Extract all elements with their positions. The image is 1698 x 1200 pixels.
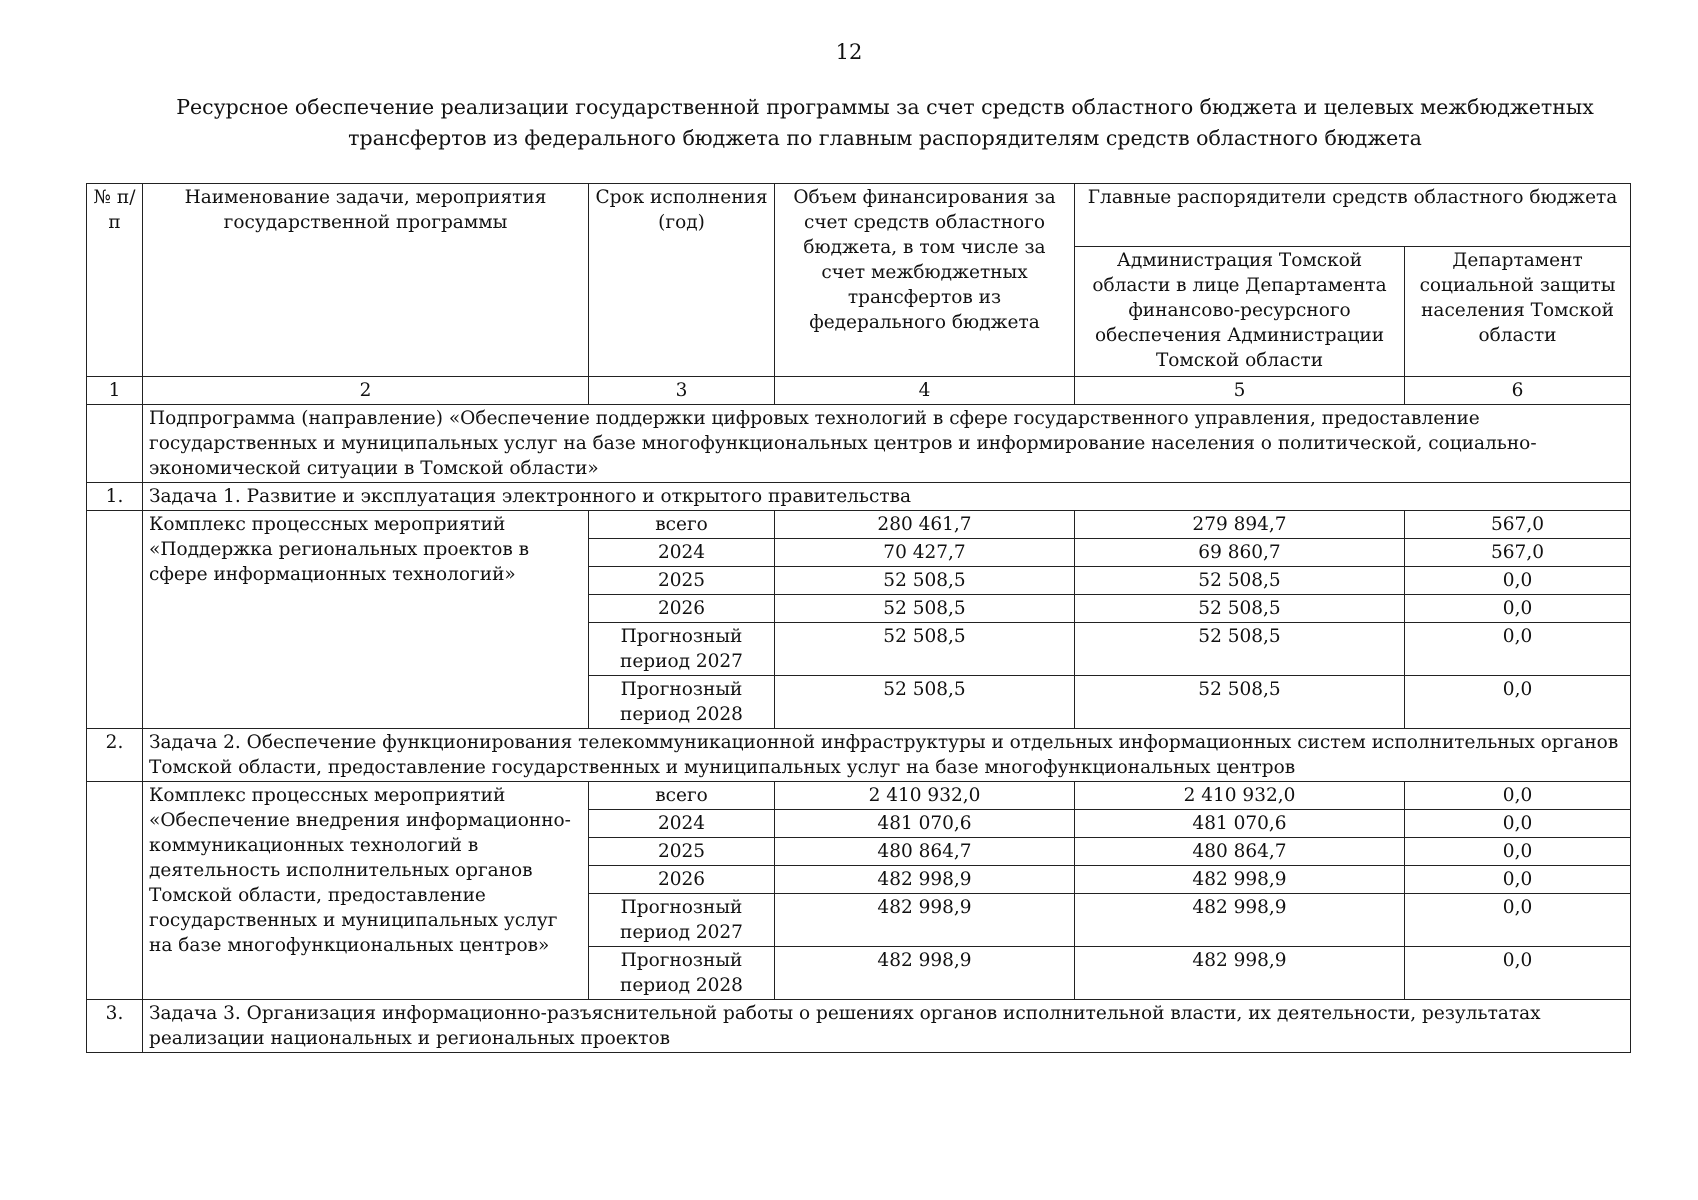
period-cell: 2026: [589, 866, 775, 894]
header-total: Объем финансирования за счет средств областного бюджета, в том числе за счет межбюджетных трансфертов из федерального бюджета: [775, 184, 1075, 377]
total-cell: 481 070,6: [775, 810, 1075, 838]
total-cell: 52 508,5: [775, 595, 1075, 623]
social-cell: 0,0: [1405, 894, 1631, 947]
period-cell: Прогнозный период 2027: [589, 623, 775, 676]
total-cell: 280 461,7: [775, 511, 1075, 539]
task-title: Задача 3. Организация информационно-разъяснительной работы о решениях органов исполнительной власти, их деятельности, результатах реализации национальных и региональных проектов: [143, 1000, 1631, 1053]
column-number: 4: [775, 377, 1075, 405]
column-number: 6: [1405, 377, 1631, 405]
social-cell: 0,0: [1405, 810, 1631, 838]
task-number: 2.: [87, 729, 143, 782]
social-cell: 0,0: [1405, 595, 1631, 623]
header-admin: Администрация Томской области в лице Департамента финансово-ресурсного обеспечения Администрации Томской области: [1075, 247, 1405, 377]
total-cell: 2 410 932,0: [775, 782, 1075, 810]
admin-cell: 482 998,9: [1075, 894, 1405, 947]
page-number: 12: [835, 40, 863, 64]
admin-cell: 480 864,7: [1075, 838, 1405, 866]
task-number: 1.: [87, 483, 143, 511]
admin-cell: 482 998,9: [1075, 947, 1405, 1000]
header-social: Департамент социальной защиты населения Томской области: [1405, 247, 1631, 377]
admin-cell: 52 508,5: [1075, 595, 1405, 623]
title-line-1: Ресурсное обеспечение реализации государственной программы за счет средств областного бюджета и целевых межбюджетных: [176, 95, 1594, 119]
period-cell: всего: [589, 782, 775, 810]
total-cell: 482 998,9: [775, 947, 1075, 1000]
header-row: [87, 184, 1631, 247]
header-num: № п/п: [87, 184, 143, 377]
admin-cell: 52 508,5: [1075, 676, 1405, 729]
column-number: 5: [1075, 377, 1405, 405]
complex-title: Комплекс процессных мероприятий «Обеспечение внедрения информационно-коммуникационных технологий в деятельность исполнительных органов Томской области, предоставление государственных и муниципальных услуг на базе многофункциональных центров»: [143, 782, 589, 1000]
complex-title: Комплекс процессных мероприятий «Поддержка региональных проектов в сфере информационных технологий»: [143, 511, 589, 729]
column-number: 1: [87, 377, 143, 405]
admin-cell: 482 998,9: [1075, 866, 1405, 894]
social-cell: 567,0: [1405, 539, 1631, 567]
column-number: 2: [143, 377, 589, 405]
period-cell: 2024: [589, 539, 775, 567]
header-name: Наименование задачи, мероприятия государственной программы: [143, 184, 589, 377]
period-cell: Прогнозный период 2028: [589, 676, 775, 729]
admin-cell: 52 508,5: [1075, 623, 1405, 676]
task-title: Задача 2. Обеспечение функционирования телекоммуникационной инфраструктуры и отдельных информационных систем исполнительных органов Томской области, предоставление государственных и муниципальных услуг на базе многофункциональных центров: [143, 729, 1631, 782]
admin-cell: 279 894,7: [1075, 511, 1405, 539]
task-row: [87, 483, 1631, 511]
social-cell: 0,0: [1405, 782, 1631, 810]
column-number: 3: [589, 377, 775, 405]
social-cell: 0,0: [1405, 947, 1631, 1000]
social-cell: 567,0: [1405, 511, 1631, 539]
total-cell: 482 998,9: [775, 894, 1075, 947]
period-cell: Прогнозный период 2027: [589, 894, 775, 947]
social-cell: 0,0: [1405, 623, 1631, 676]
task-empty-cell: [87, 782, 143, 1000]
social-cell: 0,0: [1405, 866, 1631, 894]
page-title: [150, 92, 1620, 154]
task-row: [87, 1000, 1631, 1053]
total-cell: 482 998,9: [775, 866, 1075, 894]
period-cell: всего: [589, 511, 775, 539]
admin-cell: 52 508,5: [1075, 567, 1405, 595]
header-group: Главные распорядители средств областного бюджета: [1075, 184, 1631, 247]
admin-cell: 481 070,6: [1075, 810, 1405, 838]
header-period: Срок исполнения (год): [589, 184, 775, 377]
budget-table: [86, 183, 1631, 1053]
social-cell: 0,0: [1405, 838, 1631, 866]
task-number: 3.: [87, 1000, 143, 1053]
total-cell: 52 508,5: [775, 623, 1075, 676]
total-cell: 52 508,5: [775, 676, 1075, 729]
period-cell: 2025: [589, 567, 775, 595]
subprogram-row: [87, 405, 1631, 483]
period-cell: Прогнозный период 2028: [589, 947, 775, 1000]
total-cell: 52 508,5: [775, 567, 1075, 595]
admin-cell: 2 410 932,0: [1075, 782, 1405, 810]
subprogram-num-cell: [87, 405, 143, 483]
column-number-row: [87, 377, 1631, 405]
task-empty-cell: [87, 511, 143, 729]
title-line-2: трансфертов из федерального бюджета по главным распорядителям средств областного бюджета: [348, 126, 1422, 150]
period-cell: 2024: [589, 810, 775, 838]
task-row: [87, 729, 1631, 782]
admin-cell: 69 860,7: [1075, 539, 1405, 567]
period-cell: 2025: [589, 838, 775, 866]
finance-row: [87, 511, 1631, 539]
subprogram-title: Подпрограмма (направление) «Обеспечение поддержки цифровых технологий в сфере государственного управления, предоставление государственных и муниципальных услуг на базе многофункциональных центров и информирование населения о политической, социально-экономической ситуации в Томской области»: [143, 405, 1631, 483]
social-cell: 0,0: [1405, 676, 1631, 729]
total-cell: 70 427,7: [775, 539, 1075, 567]
task-title: Задача 1. Развитие и эксплуатация электронного и открытого правительства: [143, 483, 1631, 511]
finance-row: [87, 782, 1631, 810]
social-cell: 0,0: [1405, 567, 1631, 595]
period-cell: 2026: [589, 595, 775, 623]
total-cell: 480 864,7: [775, 838, 1075, 866]
